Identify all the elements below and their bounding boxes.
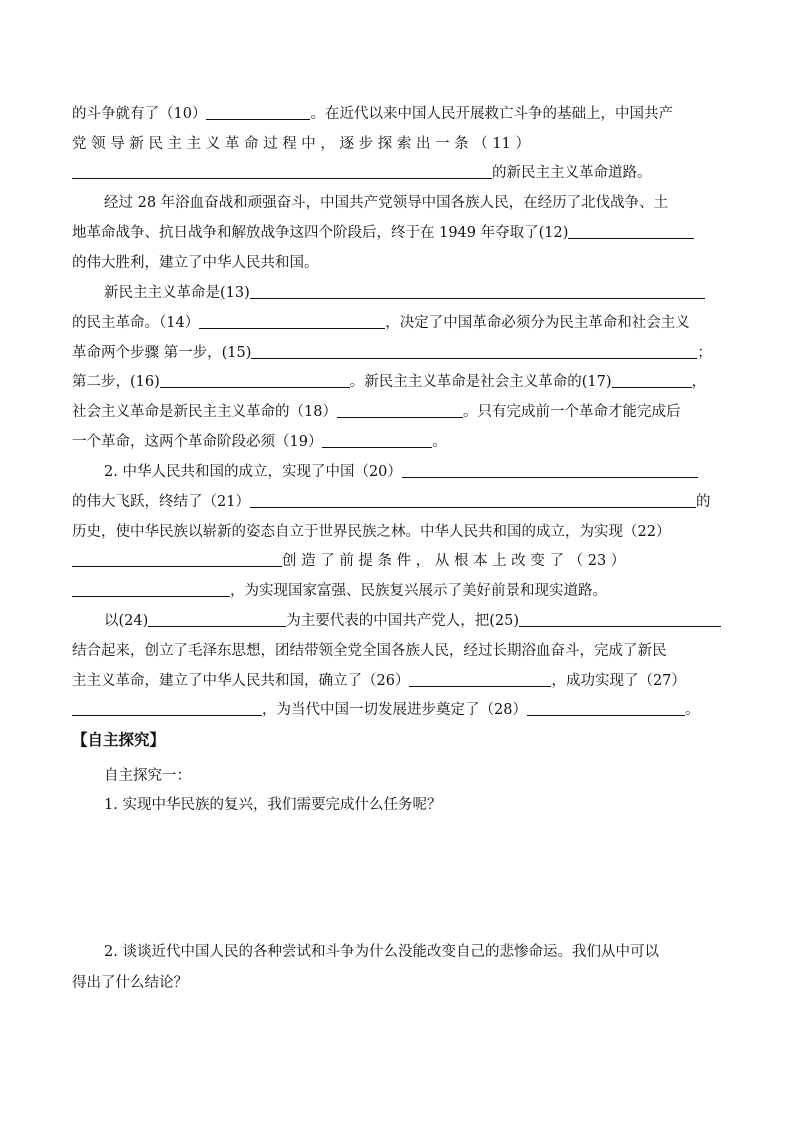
text-line-6 — [72, 250, 319, 276]
text-line-5 — [72, 220, 694, 246]
text-segment: ，为当代中国一切发展进步奠定了（28） — [262, 702, 527, 718]
text-segment: 历史，使中华民族以崭新的姿态自立于世界民族之林。中华人民共和国的成立，为实现（22） — [72, 524, 671, 540]
fill-blank-19[interactable] — [322, 431, 432, 448]
text-segment: 。 — [684, 702, 700, 718]
text-segment: ，为实现国家富强、民族复兴展示了美好前景和现实道路。 — [230, 583, 607, 599]
text-segment: 的 — [695, 494, 711, 510]
text-segment: 党 领 导 新 民 主 主 义 革 命 过 程 中 ， 逐 步 探 索 出 一 条 （ 11 ） — [72, 136, 530, 152]
text-line-13 — [104, 459, 698, 485]
fill-blank-13[interactable] — [250, 282, 705, 299]
text-line-15 — [72, 519, 670, 545]
text-segment: 的伟大胜利，建立了中华人民共和国。 — [72, 255, 319, 271]
text-segment: 地革命战争、抗日战争和解放战争这四个阶段后，终于在 1949 年夺取了(12) — [72, 225, 569, 241]
fill-blank-18[interactable] — [337, 401, 463, 418]
fill-blank-15[interactable] — [251, 342, 697, 359]
text-segment: 社会主义革命是新民主主义革命的（18） — [72, 404, 337, 420]
text-line-2 — [72, 131, 530, 157]
fill-blank-23[interactable] — [72, 580, 230, 597]
text-segment: ， — [691, 374, 707, 390]
text-line-1 — [72, 101, 673, 127]
text-line-21 — [72, 697, 699, 723]
fill-blank-12[interactable] — [568, 222, 694, 239]
section-heading: 【自主探究】 — [72, 730, 166, 749]
text-segment: 。 — [432, 434, 447, 450]
text-segment: 。只有完成前一个革命才能完成后 — [462, 404, 681, 420]
fill-blank-16[interactable] — [160, 371, 350, 388]
text-line-19 — [72, 638, 667, 664]
text-segment: 一个革命，这两个革命阶段必须（19） — [72, 434, 323, 450]
fill-blank-10[interactable] — [206, 103, 310, 120]
text-line-18 — [104, 608, 721, 634]
fill-blank-14[interactable] — [199, 312, 385, 329]
text-line-10 — [72, 369, 706, 395]
explore-label: 自主探究一： — [104, 768, 191, 784]
text-segment: 第二步，(16) — [72, 374, 160, 390]
text-segment: 的伟大飞跃，终结了（21） — [72, 494, 250, 510]
fill-blank-26[interactable] — [409, 670, 551, 687]
fill-blank-28[interactable] — [527, 699, 685, 716]
text-line-14 — [72, 489, 710, 515]
text-segment: 的新民主主义革命道路。 — [492, 165, 652, 181]
text-line-16 — [72, 548, 625, 574]
text-segment: 经过 28 年浴血奋战和顽强奋斗，中国共产党领导中国各族人民，在经历了北伐战争、土 — [104, 195, 669, 211]
text-segment: 新民主主义革命是(13) — [104, 285, 250, 301]
text-line-8 — [72, 310, 690, 336]
question-2-line-1: 2. 谈谈近代中国人民的各种尝试和斗争为什么没能改变自己的悲惨命运。我们从中可以 — [104, 944, 659, 960]
text-line-4 — [104, 190, 668, 216]
text-segment: 。新民主主义革命是社会主义革命的(17) — [349, 374, 612, 390]
text-segment: 的斗争就有了（10） — [72, 106, 207, 122]
question-1: 1. 实现中华民族的复兴，我们需要完成什么任务呢？ — [104, 797, 442, 813]
text-segment: 创 造 了 前 提 条 件 ， 从 根 本 上 改 变 了 （ 23 ） — [282, 553, 626, 569]
fill-blank-20[interactable] — [402, 461, 698, 478]
text-line-11 — [72, 399, 680, 425]
fill-blank-21[interactable] — [250, 491, 696, 508]
text-segment: ，决定了中国革命必须分为民主革命和社会主义 — [385, 315, 690, 331]
text-segment: 革命两个步骤 第一步，(15) — [72, 345, 252, 361]
text-segment: 。在近代以来中国人民开展救亡斗争的基础上，中国共产 — [310, 106, 673, 122]
text-line-9 — [72, 340, 712, 366]
fill-blank-22[interactable] — [72, 550, 282, 567]
text-line-3 — [72, 160, 652, 186]
text-segment: ，成功实现了（27） — [551, 673, 686, 689]
text-line-12 — [72, 429, 447, 455]
text-line-17 — [72, 578, 607, 604]
question-2-line-2: 得出了什么结论？ — [72, 975, 188, 991]
fill-blank-27[interactable] — [72, 699, 262, 716]
text-line-20 — [72, 668, 686, 694]
text-segment: 2. 中华人民共和国的成立，实现了中国（20） — [104, 464, 402, 480]
text-segment: 以(24) — [104, 613, 149, 629]
text-segment: ； — [697, 345, 712, 361]
text-segment: 为主要代表的中国共产党人，把(25) — [286, 613, 520, 629]
fill-blank-25[interactable] — [519, 610, 721, 627]
fill-blank-24[interactable] — [148, 610, 286, 627]
text-line-7 — [104, 280, 705, 306]
fill-blank-17[interactable] — [612, 371, 692, 388]
fill-blank-11[interactable] — [72, 162, 492, 179]
text-segment: 结合起来，创立了毛泽东思想，团结带领全党全国各族人民，经过长期浴血奋斗，完成了新民 — [72, 643, 667, 659]
text-segment: 主主义革命，建立了中华人民共和国，确立了（26） — [72, 673, 410, 689]
text-segment: 的民主革命。（14） — [72, 315, 200, 331]
